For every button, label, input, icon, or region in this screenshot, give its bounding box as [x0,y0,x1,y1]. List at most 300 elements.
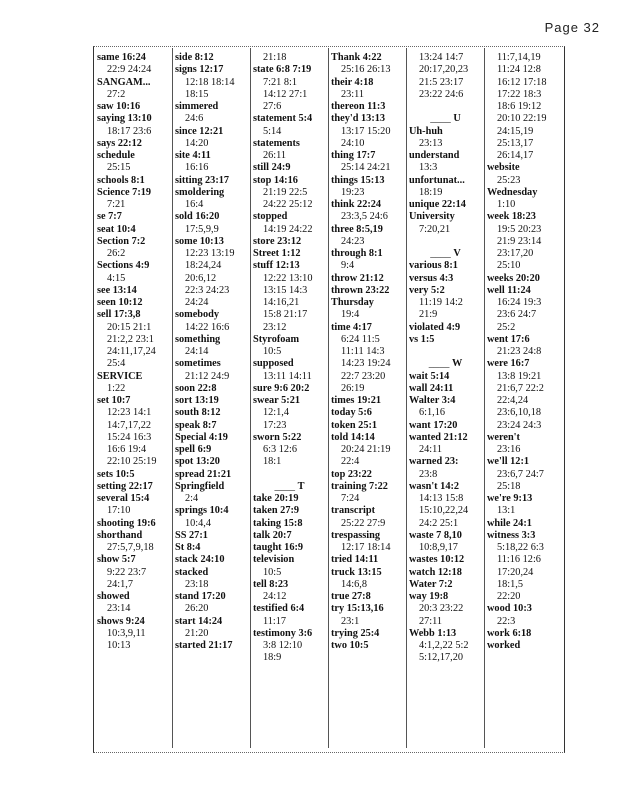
index-reference: 16:12 17:18 [497,76,547,88]
index-reference: 23:6,10,18 [497,407,542,419]
index-headword: violated 4:9 [409,321,461,333]
index-headword: sure 9:6 20:2 [253,382,310,394]
index-reference: 23:1 [341,615,360,627]
index-reference: 24:14 [185,346,209,357]
index-reference: 20:15 21:1 [107,321,152,333]
index-reference: 19:23 [341,186,365,198]
index-reference: 17:10 [107,505,131,517]
index-reference: 12:18 18:14 [185,76,235,88]
index-headword: television [253,554,295,566]
index-reference: 27:5,7,9,18 [107,542,154,553]
index-headword: today 5:6 [331,407,372,419]
index-reference: 7:20,21 [419,223,451,235]
index-headword: take 20:19 [253,493,299,504]
index-reference: 18:24,24 [185,260,222,272]
index-headword: since 12:21 [175,125,224,137]
index-headword: throw 21:12 [331,272,384,284]
index-headword: seat 10:4 [97,223,136,235]
index-reference: 17:5,9,9 [185,223,219,235]
index-headword: store 23:12 [253,235,302,247]
index-reference: 20:24 21:19 [341,444,391,455]
index-headword: se 7:7 [97,211,122,223]
index-reference: 25:23 [497,174,521,186]
index-reference: 11:16 12:6 [497,554,541,566]
index-headword: stand 17:20 [175,591,226,602]
index-reference: 14:12 27:1 [263,88,308,100]
index-headword: Wednesday [487,186,538,198]
index-headword: something [175,333,221,345]
index-reference: 18:9 [263,652,282,664]
index-reference: 25:15 [107,162,131,174]
index-headword: weren't [487,431,520,443]
index-reference: 11:17 [263,615,287,627]
index-headword: want 17:20 [409,419,458,431]
index-reference: 26:20 [185,603,209,615]
index-reference: 10:5 [263,346,282,357]
index-reference: 13:8 19:21 [497,370,542,382]
index-reference: 11:24 12:8 [497,64,541,76]
index-headword: schedule [97,150,135,161]
index-reference: 17:20,24 [497,566,534,578]
index-headword: very 5:2 [409,284,445,296]
index-headword: Section 7:2 [97,235,146,247]
index-headword: stopped [253,211,288,223]
index-reference: 22:9 24:24 [107,64,152,76]
index-headword: shooting 19:6 [97,517,156,529]
index-reference: 18:1,5 [497,578,524,590]
index-reference: 21:18 [263,52,287,63]
index-headword: spread 21:21 [175,468,232,480]
index-reference: 5:14 [263,125,282,137]
spacer [409,101,482,113]
index-headword: their 4:18 [331,76,374,88]
index-reference: 13:3 [419,162,438,174]
index-reference: 24:23 [341,235,365,247]
index-headword: Special 4:19 [175,431,228,443]
index-reference: 27:6 [263,101,282,112]
index-reference: 4:15 [107,272,126,284]
index-reference: 10:8,9,17 [419,542,458,553]
index-reference: 18:19 [419,186,443,198]
index-headword: we'll 12:1 [487,456,530,468]
index-headword: token 25:1 [331,419,378,431]
index-reference: 15:8 21:17 [263,309,308,321]
index-reference: 24:6 [185,113,204,125]
index-reference: 22:10 25:19 [107,456,157,468]
index-reference: 24:24 [185,297,209,308]
index-reference: 24:1,7 [107,578,134,590]
index-reference: 17:23 [263,419,287,431]
index-headword: understand [409,150,460,161]
index-headword: soon 22:8 [175,382,217,394]
index-reference: 23:12 [263,321,287,333]
index-reference: 25:4 [107,358,126,370]
index-headword: told 14:14 [331,431,375,443]
index-headword: taught 16:9 [253,542,304,553]
index-headword: taken 27:9 [253,505,300,517]
index-reference: 7:21 8:1 [263,76,298,88]
index-reference: 6:1,16 [419,407,446,419]
index-headword: several 15:4 [97,493,150,504]
index-headword: SANGAM... [97,76,151,88]
index-headword: were 16:7 [487,358,530,370]
index-reference: 22:7 23:20 [341,370,386,382]
index-reference: 23:17,20 [497,248,534,259]
index-reference: 18:17 23:6 [107,125,152,137]
index-headword: swear 5:21 [253,395,300,406]
index-reference: 22:20 [497,591,521,602]
index-headword: wastes 10:12 [409,554,465,566]
index-reference: 13:15 14:3 [263,284,308,296]
index-headword: stacked [175,566,209,578]
index-headword: site 4:11 [175,150,211,161]
index-reference: 21:23 24:8 [497,346,542,357]
index-headword: seen 10:12 [97,297,143,308]
index-headword: unfortunat... [409,174,465,186]
index-headword: Street 1:12 [253,248,301,259]
index-headword: three 8:5,19 [331,223,383,235]
index-reference: 18:6 19:12 [497,101,542,112]
index-reference: 23:3,5 24:6 [341,211,388,223]
index-reference: 21:6,7 22:2 [497,382,544,394]
index-headword: Water 7:2 [409,578,453,590]
index-headword: website [487,162,520,174]
index-reference: 25:18 [497,480,521,492]
index-column-3 [253,52,326,665]
index-headword: weeks 20:20 [487,272,540,284]
index-headword: top 23:22 [331,468,372,480]
spacer [409,236,482,248]
index-reference: 21:12 24:9 [185,370,230,382]
index-reference: 5:12,17,20 [419,652,464,664]
index-headword: shorthand [97,529,143,541]
index-reference: 23:13 [419,137,443,149]
index-reference: 23:6 24:7 [497,309,537,321]
index-reference: 21:5 23:17 [419,76,464,88]
index-reference: 13:24 14:7 [419,52,464,63]
index-column-5 [409,52,482,665]
index-headword: setting 22:17 [97,480,153,492]
index-headword: set 10:7 [97,395,131,406]
index-headword: trespassing [331,529,381,541]
index-reference: 24:10 [341,137,365,149]
index-headword: true 27:8 [331,591,371,602]
index-reference: 23:24 24:3 [497,419,542,431]
index-headword: thing 17:7 [331,150,376,161]
index-headword: see 13:14 [97,284,137,296]
index-column-2 [175,52,248,652]
index-reference: 13:11 14:11 [263,370,312,382]
index-reference: 13:1 [497,505,516,517]
index-headword: start 14:24 [175,615,223,627]
index-reference: 16:4 [185,199,204,210]
index-headword: tried 14:11 [331,554,379,566]
index-reference: 19:5 20:23 [497,223,542,235]
index-reference: 7:24 [341,493,360,504]
index-reference: 26:2 [107,248,126,259]
index-reference: 6:3 12:6 [263,444,298,455]
index-reference: 24:11 [419,444,443,455]
index-headword: various 8:1 [409,260,458,272]
section-letter: ____ U [409,113,482,125]
index-reference: 4:1,2,22 5:2 [419,640,469,651]
index-headword: watch 12:18 [409,566,462,578]
index-headword: way 19:8 [409,591,449,602]
index-headword: well 11:24 [487,284,531,296]
index-reference: 24:11,17,24 [107,346,156,357]
index-headword: worked [487,640,521,651]
index-headword: smoldering [175,186,225,198]
index-reference: 12:22 13:10 [263,272,313,284]
index-reference: 24:22 25:12 [263,199,313,210]
index-reference: 20:6,12 [185,272,217,284]
index-reference: 25:16 26:13 [341,64,391,76]
index-headword: sworn 5:22 [253,431,302,443]
index-headword: still 24:9 [253,162,291,174]
index-reference: 21:9 [419,309,438,321]
index-headword: wanted 21:12 [409,431,468,443]
index-headword: waste 7 8,10 [409,529,462,541]
index-headword: two 10:5 [331,640,369,651]
index-reference: 25:14 24:21 [341,162,391,174]
index-headword: sell 17:3,8 [97,309,141,321]
index-headword: through 8:1 [331,248,383,259]
index-headword: Webb 1:13 [409,627,457,639]
index-headword: vs 1:5 [409,333,435,345]
index-headword: signs 12:17 [175,64,224,76]
index-headword: warned 23: [409,456,459,468]
index-headword: wait 5:14 [409,370,450,382]
index-reference: 14:13 15:8 [419,493,464,504]
index-reference: 13:17 15:20 [341,125,391,137]
index-reference: 21:20 [185,627,209,639]
index-headword: wasn't 14:2 [409,480,460,492]
index-headword: versus 4:3 [409,272,454,284]
index-headword: week 18:23 [487,211,536,223]
index-reference: 27:11 [419,615,443,627]
index-headword: stop 14:16 [253,174,298,186]
index-headword: statements [253,137,300,149]
index-headword: sold 16:20 [175,211,220,223]
index-reference: 24:2 25:1 [419,517,459,529]
index-headword: wall 24:11 [409,382,454,394]
index-reference: 15:24 16:3 [107,431,152,443]
index-reference: 25:2 [497,321,516,333]
index-headword: spell 6:9 [175,444,212,455]
index-headword: talk 20:7 [253,529,292,541]
index-column-6 [487,52,560,652]
index-headword: unique 22:14 [409,199,466,210]
index-headword: times 19:21 [331,395,382,406]
index-headword: we're 9:13 [487,493,533,504]
index-headword: Uh-huh [409,125,443,137]
index-headword: taking 15:8 [253,517,303,529]
index-reference: 3:8 12:10 [263,640,303,651]
index-reference: 1:10 [497,199,516,210]
index-reference: 22:4,24 [497,395,529,406]
index-headword: saw 10:16 [97,101,141,112]
index-reference: 19:4 [341,309,360,321]
index-headword: testified 6:4 [253,603,305,615]
index-headword: Thursday [331,297,374,308]
section-letter: ____ V [409,248,482,260]
index-headword: while 24:1 [487,517,532,529]
index-headword: wood 10:3 [487,603,532,615]
index-reference: 16:16 [185,162,209,174]
index-headword: sometimes [175,358,221,370]
index-headword: showed [97,591,130,602]
index-headword: trying 25:4 [331,627,380,639]
index-reference: 20:17,20,23 [419,64,469,76]
index-reference: 10:3,9,11 [107,627,146,639]
index-reference: 22:4 [341,456,360,468]
index-reference: 12:23 13:19 [185,248,235,259]
index-headword: side 8:12 [175,52,214,63]
index-headword: south 8:12 [175,407,221,419]
index-headword: speak 8:7 [175,419,217,431]
index-headword: started 21:17 [175,640,233,651]
index-reference: 14:23 19:24 [341,358,391,370]
index-reference: 18:1 [263,456,282,468]
index-reference: 22:3 24:23 [185,284,230,296]
index-reference: 16:24 19:3 [497,297,542,308]
index-reference: 26:11 [263,150,287,161]
index-reference: 23:22 24:6 [419,88,464,100]
index-reference: 24:15,19 [497,125,534,137]
index-reference: 26:14,17 [497,150,534,161]
index-reference: 23:16 [497,444,521,455]
index-headword: Sections 4:9 [97,260,150,272]
index-reference: 10:4,4 [185,517,212,529]
index-reference: 14:6,8 [341,578,368,590]
index-reference: 10:13 [107,640,131,651]
index-headword: Walter 3:4 [409,395,456,406]
index-reference: 11:11 14:3 [341,346,385,357]
index-headword: sets 10:5 [97,468,135,480]
index-reference: 18:15 [185,88,209,100]
index-reference: 2:4 [185,493,199,504]
index-headword: went 17:6 [487,333,530,345]
index-reference: 25:22 27:9 [341,517,386,529]
index-headword: transcript [331,505,376,517]
index-headword: testimony 3:6 [253,627,313,639]
index-headword: supposed [253,358,294,370]
index-reference: 12:17 18:14 [341,542,391,553]
index-reference: 14:19 24:22 [263,223,313,235]
index-reference: 20:10 22:19 [497,113,547,125]
index-reference: 23:18 [185,578,209,590]
index-reference: 5:18,22 6:3 [497,542,544,553]
index-reference: 23:11 [341,88,365,100]
index-reference: 9:22 23:7 [107,566,147,578]
index-headword: Springfield [175,480,225,492]
index-headword: says 22:12 [97,137,142,149]
index-headword: think 22:24 [331,199,382,210]
index-reference: 21:2,2 23:1 [107,333,154,345]
index-headword: Styrofoam [253,333,300,345]
index-reference: 17:22 18:3 [497,88,542,100]
index-reference: 9:4 [341,260,355,272]
index-headword: stack 24:10 [175,554,225,566]
index-headword: they'd 13:13 [331,113,386,125]
index-headword: things 15:13 [331,174,385,186]
index-reference: 27:2 [107,88,126,100]
index-headword: show 5:7 [97,554,136,566]
spacer [409,346,482,358]
index-reference: 23:6,7 24:7 [497,468,544,480]
index-headword: Science 7:19 [97,186,152,198]
index-reference: 23:14 [107,603,131,615]
index-reference: 24:12 [263,591,287,602]
index-reference: 26:19 [341,382,365,394]
index-headword: University [409,211,455,223]
index-reference: 25:13,17 [497,137,534,149]
index-headword: time 4:17 [331,321,372,333]
index-reference: 14:20 [185,137,209,149]
index-reference: 12:1,4 [263,407,290,419]
index-headword: shows 9:24 [97,615,145,627]
index-reference: 21:9 23:14 [497,235,542,247]
index-headword: same 16:24 [97,52,146,63]
index-headword: sitting 23:17 [175,174,230,186]
index-reference: 7:21 [107,199,126,210]
index-reference: 11:7,14,19 [497,52,541,63]
index-headword: saying 13:10 [97,113,152,125]
index-reference: 21:19 22:5 [263,186,308,198]
index-headword: springs 10:4 [175,505,229,517]
index-headword: try 15:13,16 [331,603,384,615]
index-headword: schools 8:1 [97,174,145,186]
index-reference: 16:6 19:4 [107,444,147,455]
index-headword: spot 13:20 [175,456,220,468]
index-headword: Thank 4:22 [331,52,382,63]
index-reference: 23:8 [419,468,438,480]
index-headword: some 10:13 [175,235,224,247]
index-reference: 1:22 [107,382,126,394]
section-letter: ____ T [253,481,326,493]
index-headword: thrown 23:22 [331,284,390,296]
index-headword: stuff 12:13 [253,260,300,272]
index-reference: 25:10 [497,260,521,272]
index-headword: truck 13:15 [331,566,382,578]
index-headword: St 8:4 [175,542,201,553]
index-reference: 6:24 11:5 [341,333,380,345]
index-headword: tell 8:23 [253,578,289,590]
index-headword: simmered [175,101,219,112]
index-headword: SERVICE [97,370,143,382]
index-headword: somebody [175,309,220,321]
index-headword: statement 5:4 [253,113,313,125]
index-reference: 11:19 14:2 [419,297,463,308]
index-reference: 22:3 [497,615,516,627]
section-letter: ____ W [409,358,482,370]
page-number: Page 32 [544,20,600,35]
spacer [253,469,326,481]
index-headword: sort 13:19 [175,395,219,406]
index-reference: 15:10,22,24 [419,505,469,517]
index-reference: 10:5 [263,566,282,578]
index-headword: work 6:18 [487,627,532,639]
index-column-4 [331,52,404,652]
index-reference: 14:7,17,22 [107,419,152,431]
index-headword: thereon 11:3 [331,101,386,112]
index-column-1 [97,52,170,652]
index-reference: 20:3 23:22 [419,603,464,615]
index-reference: 14:22 16:6 [185,321,230,333]
index-headword: witness 3:3 [487,529,536,541]
index-reference: 12:23 14:1 [107,407,152,419]
index-headword: state 6:8 7:19 [253,64,312,76]
